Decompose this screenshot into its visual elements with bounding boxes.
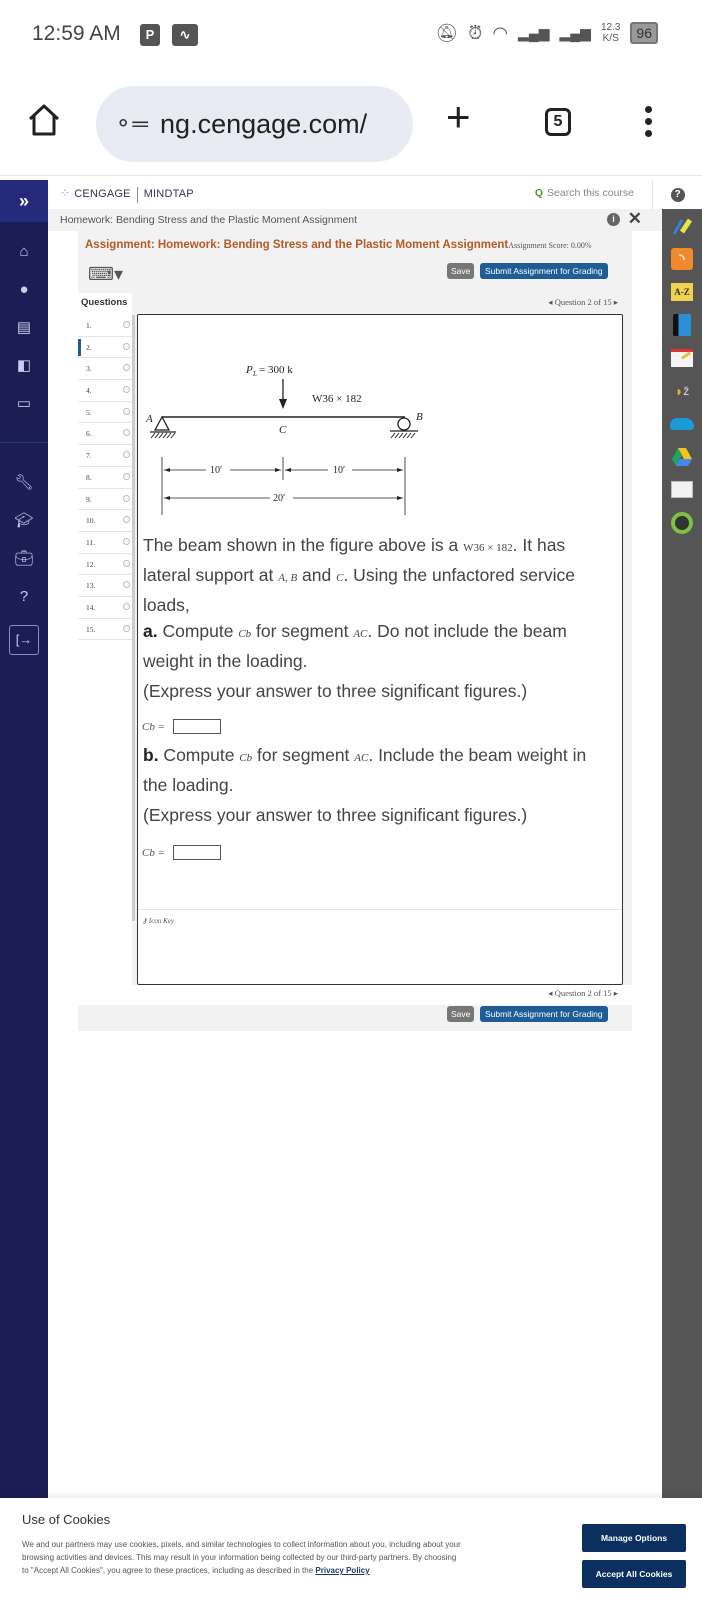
cookie-title: Use of Cookies [22, 1512, 111, 1527]
question-item-14[interactable]: 14. [78, 597, 132, 619]
question-status-icon [123, 603, 130, 610]
question-item-12[interactable]: 12. [78, 554, 132, 576]
url-text: ng.cengage.com/ [160, 108, 368, 139]
question-content [137, 314, 623, 985]
status-bar [0, 0, 702, 72]
part-a-prompt: a. Compute Cb for segment AC. Do not include the beam weight in the loading. [143, 621, 567, 671]
right-toolbar [662, 209, 702, 1500]
privacy-policy-link[interactable]: Privacy Policy [315, 1566, 370, 1575]
svg-text:L: L [253, 370, 257, 378]
question-status-icon [123, 408, 130, 415]
question-item-11[interactable]: 11. [78, 532, 132, 554]
svg-text:10′: 10′ [333, 465, 346, 476]
question-status-icon [123, 473, 130, 480]
cengage-logo-icon: ⁘ [60, 186, 71, 201]
question-intro: The beam shown in the figure above is a W36 × 182. It has lateral support at A, B and C. Using the unfactored service loads, [143, 535, 575, 615]
home-icon[interactable] [26, 102, 62, 138]
question-pager-top[interactable]: ◂ Question 2 of 15 ▸ [548, 297, 618, 307]
net-speed: 12.3 K/S [600, 22, 621, 44]
nav-graduation-icon[interactable]: 🎓︎ [14, 512, 34, 529]
assignment-score: Assignment Score: 0.00% [508, 241, 592, 250]
assignment-panel [78, 231, 632, 1031]
question-item-10[interactable]: 10. [78, 510, 132, 532]
readspeaker-icon[interactable]: ◗ ž [674, 382, 690, 399]
search-course-button[interactable]: Q Search this course [534, 187, 634, 199]
signal-icon: ▂▄▆ [518, 24, 550, 41]
nav-document-icon[interactable]: ▤ [16, 319, 32, 336]
divider [138, 909, 622, 910]
onedrive-icon[interactable] [662, 407, 702, 440]
key-icon: ⚷ [142, 917, 149, 925]
questions-list [78, 293, 132, 1003]
part-a-sig-figs: (Express your answer to three significant figures.) [143, 681, 528, 701]
part-b-answer [142, 845, 221, 860]
alarm-icon: ⏰︎ [468, 22, 483, 43]
svg-text:C: C [279, 424, 287, 436]
question-item-5[interactable]: 5. [78, 402, 132, 424]
questions-header: Questions [81, 297, 128, 308]
cookie-text: We and our partners may use cookies, pixels, and similar technologies to collect information about you, including about your browsing activities and devices. This may result in your information being collected by our third-party partners. By choosing to "Accept All Cookies", you agree to these practices, including as described in the Privacy Policy [22, 1540, 461, 1575]
question-status-icon [123, 451, 130, 458]
nav-briefcase-icon[interactable]: 💼︎ [14, 550, 34, 567]
svg-text:A: A [146, 413, 153, 425]
question-item-6[interactable]: 6. [78, 423, 132, 445]
question-status-icon [123, 364, 130, 371]
highlighter-tool-icon[interactable] [662, 209, 702, 242]
status-icons [435, 22, 658, 44]
svg-text:10′: 10′ [210, 465, 223, 476]
cb-input-b[interactable] [173, 845, 221, 860]
nav-wrench-icon[interactable]: 🔧︎ [14, 474, 34, 491]
flashcards-icon[interactable] [662, 473, 702, 506]
status-time: 12:59 AM [32, 22, 121, 45]
help-button[interactable] [652, 180, 702, 209]
part-a-answer [142, 719, 221, 734]
app-header [48, 180, 652, 209]
ebook-icon[interactable] [662, 308, 702, 341]
submit-assignment-button[interactable]: Submit Assignment for Grading [480, 263, 608, 279]
address-bar[interactable] [96, 86, 413, 162]
save-button[interactable]: Save [447, 263, 474, 279]
cookie-banner [0, 1498, 702, 1600]
signal-icon-2: ▂▄▆ [559, 24, 591, 41]
nav-home-icon[interactable]: ⌂ [19, 242, 29, 260]
submit-assignment-button-bottom[interactable]: Submit Assignment for Grading [480, 1006, 608, 1022]
question-item-2[interactable]: 2. [78, 337, 132, 359]
questions-scrollbar[interactable] [132, 315, 135, 921]
question-status-icon [123, 538, 130, 545]
nav-profile-icon[interactable]: ● [19, 280, 29, 298]
question-item-4[interactable]: 4. [78, 380, 132, 402]
info-icon[interactable]: i [607, 213, 620, 226]
question-item-3[interactable]: 3. [78, 358, 132, 380]
nav-calendar-icon[interactable]: ▭ [16, 395, 32, 412]
question-item-1[interactable]: 1. [78, 315, 132, 337]
nav-books-icon[interactable]: ◧ [16, 357, 32, 374]
notes-icon[interactable] [662, 341, 702, 374]
question-status-icon [123, 560, 130, 567]
beam-figure [138, 335, 438, 515]
question-item-15[interactable]: 15. [78, 619, 132, 641]
battery-indicator: 96 [630, 22, 658, 44]
glossary-az-icon[interactable]: A-Z [662, 275, 702, 308]
app-p-icon: P [140, 24, 160, 46]
load-label: = 300 k [259, 364, 293, 376]
browser-toolbar [0, 72, 702, 176]
rss-tool-icon[interactable]: ◝ [662, 242, 702, 275]
part-b-sig-figs: (Express your answer to three significant figures.) [143, 805, 528, 825]
nav-exit-icon[interactable]: [→ [9, 625, 39, 655]
question-status-icon [123, 321, 130, 328]
answer-label-b: Cb = [142, 846, 166, 859]
cengage-logo[interactable]: ⁘ CENGAGE MINDTAP [60, 186, 194, 202]
icon-key-link[interactable]: ⚷ Icon Key [142, 917, 174, 925]
svg-text:20′: 20′ [273, 493, 286, 504]
tab-switcher-button[interactable]: 5 [545, 108, 571, 136]
save-button-bottom[interactable]: Save [447, 1006, 474, 1022]
part-b-prompt: b. Compute Cb for segment AC. Include the beam weight in the loading. [143, 745, 587, 795]
expand-nav-icon[interactable]: » [0, 180, 48, 222]
new-tab-button[interactable]: + [446, 93, 471, 140]
google-drive-icon[interactable] [662, 440, 702, 473]
question-item-7[interactable]: 7. [78, 445, 132, 467]
assignment-title: Assignment: Homework: Bending Stress and the Plastic Moment AssignmentAssignment Score: 0.00% [85, 239, 592, 251]
search-icon: Q [534, 187, 544, 199]
accept-all-cookies-button[interactable]: Accept All Cookies [582, 1560, 686, 1588]
question-status-icon [123, 343, 130, 350]
breadcrumb-title: Homework: Bending Stress and the Plastic Moment Assignment [60, 214, 358, 226]
question-item-9[interactable]: 9. [78, 489, 132, 511]
question-item-8[interactable]: 8. [78, 467, 132, 489]
question-status-icon [123, 625, 130, 632]
wifi-icon: ◠ [492, 22, 509, 43]
browser-menu-button[interactable] [645, 106, 652, 137]
question-item-13[interactable]: 13. [78, 575, 132, 597]
breadcrumb [48, 209, 662, 231]
question-status-icon [123, 516, 130, 523]
close-icon[interactable]: ✕ [627, 209, 642, 228]
cb-input-a[interactable] [173, 719, 221, 734]
nav-divider [0, 442, 48, 443]
question-status-icon [123, 495, 130, 502]
bell-off-icon: 🔕︎ [435, 22, 459, 43]
answer-label-a: Cb = [142, 720, 166, 733]
svg-text:P: P [246, 364, 253, 376]
keyboard-icon[interactable]: ⌨▾ [88, 264, 124, 284]
left-nav [0, 180, 48, 1500]
progress-ring-icon[interactable] [662, 506, 702, 539]
question-pager-bottom[interactable]: ◂ Question 2 of 15 ▸ [548, 988, 618, 998]
help-icon: ? [671, 188, 685, 202]
activity-icon: ∿ [172, 24, 198, 46]
site-settings-icon[interactable]: ⚬═ [114, 111, 149, 136]
manage-options-button[interactable]: Manage Options [582, 1524, 686, 1552]
section-label: W36 × 182 [312, 393, 362, 405]
svg-text:B: B [416, 411, 423, 423]
nav-help-icon[interactable]: ? [19, 587, 29, 605]
question-status-icon [123, 386, 130, 393]
question-status-icon [123, 429, 130, 436]
question-status-icon [123, 581, 130, 588]
